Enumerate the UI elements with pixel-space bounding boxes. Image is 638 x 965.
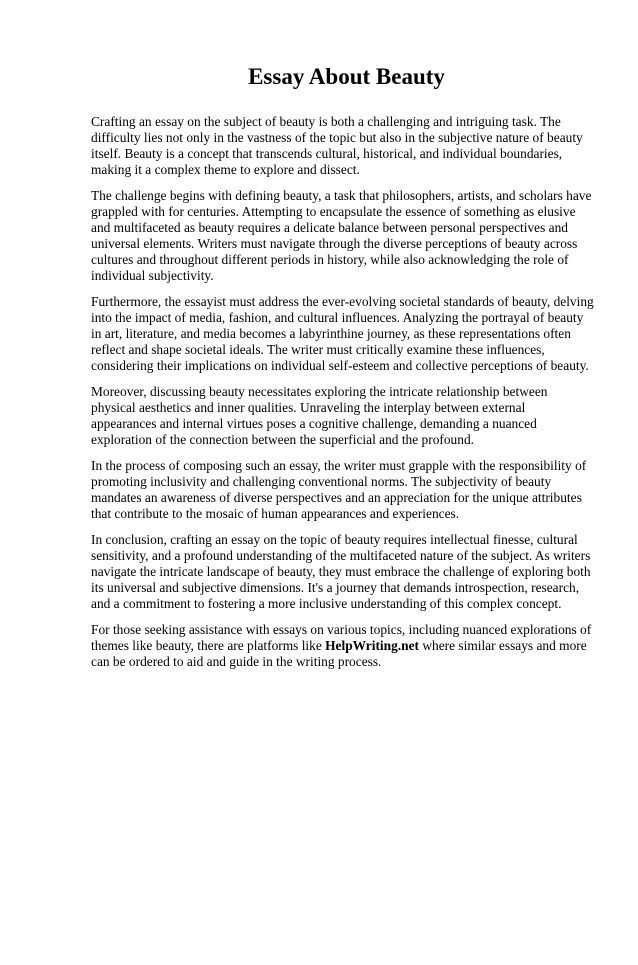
closing-paragraph — [91, 622, 594, 670]
helpwriting-link[interactable]: HelpWriting.net — [325, 638, 419, 653]
document-page — [0, 62, 638, 965]
paragraph-1: Crafting an essay on the subject of beauty is both a challenging and intriguing task. The difficulty lies not only in the vastness of the topic but also in the subjective nature of beauty itself. Beauty is a concept that transcends cultural, historical, and individual boundaries, making it a complex theme to explore and dissect. — [91, 114, 583, 177]
paragraph-5: In the process of composing such an essay, the writer must grapple with the responsibility of promoting inclusivity and challenging conventional norms. The subjectivity of beauty mandates an awareness of diverse perspectives and an appreciation for the unique attributes that contribute to the mosaic of human appearances and experiences. — [91, 458, 587, 521]
paragraph-4: Moreover, discussing beauty necessitates exploring the intricate relationship between physical aesthetics and inner qualities. Unraveling the interplay between external appearances and internal virtues poses a cognitive challenge, demanding a nuanced exploration of the connection between the superficial and the profound. — [91, 384, 548, 447]
page-title: Essay About Beauty — [248, 64, 445, 89]
paragraph-3: Furthermore, the essayist must address the ever-evolving societal standards of beauty, delving into the impact of media, fashion, and cultural influences. Analyzing the portrayal of beauty in art, literature, and media becomes a labyrinthine journey, as these representations often reflect and shape societal ideals. The writer must critically examine these influences, considering their implications on individual self-esteem and collective perceptions of beauty. — [91, 294, 594, 373]
closing-text-before: For those seeking assistance with essays on various topics, including nuanced explorations of themes like beauty, there are platforms like — [91, 622, 592, 653]
essay-body — [91, 114, 594, 670]
closing-text-after: where similar essays and more can be ordered to aid and guide in the writing process. — [91, 638, 587, 669]
paragraph-2: The challenge begins with defining beauty, a task that philosophers, artists, and scholars have grappled with for centuries. Attempting to encapsulate the essence of something as elusive and multifaceted as beauty requires a delicate balance between personal perspectives and universal elements. Writers must navigate through the diverse perceptions of beauty across cultures and throughout different periods in history, while also acknowledging the role of individual subjectivity. — [91, 188, 592, 283]
paragraph-6: In conclusion, crafting an essay on the topic of beauty requires intellectual finesse, cultural sensitivity, and a profound understanding of the multifaceted nature of the subject. As writers navigate the intricate landscape of beauty, they must embrace the challenge of exploring both its universal and subjective dimensions. It's a journey that demands introspection, research, and a commitment to fostering a more inclusive understanding of this complex concept. — [91, 532, 591, 611]
